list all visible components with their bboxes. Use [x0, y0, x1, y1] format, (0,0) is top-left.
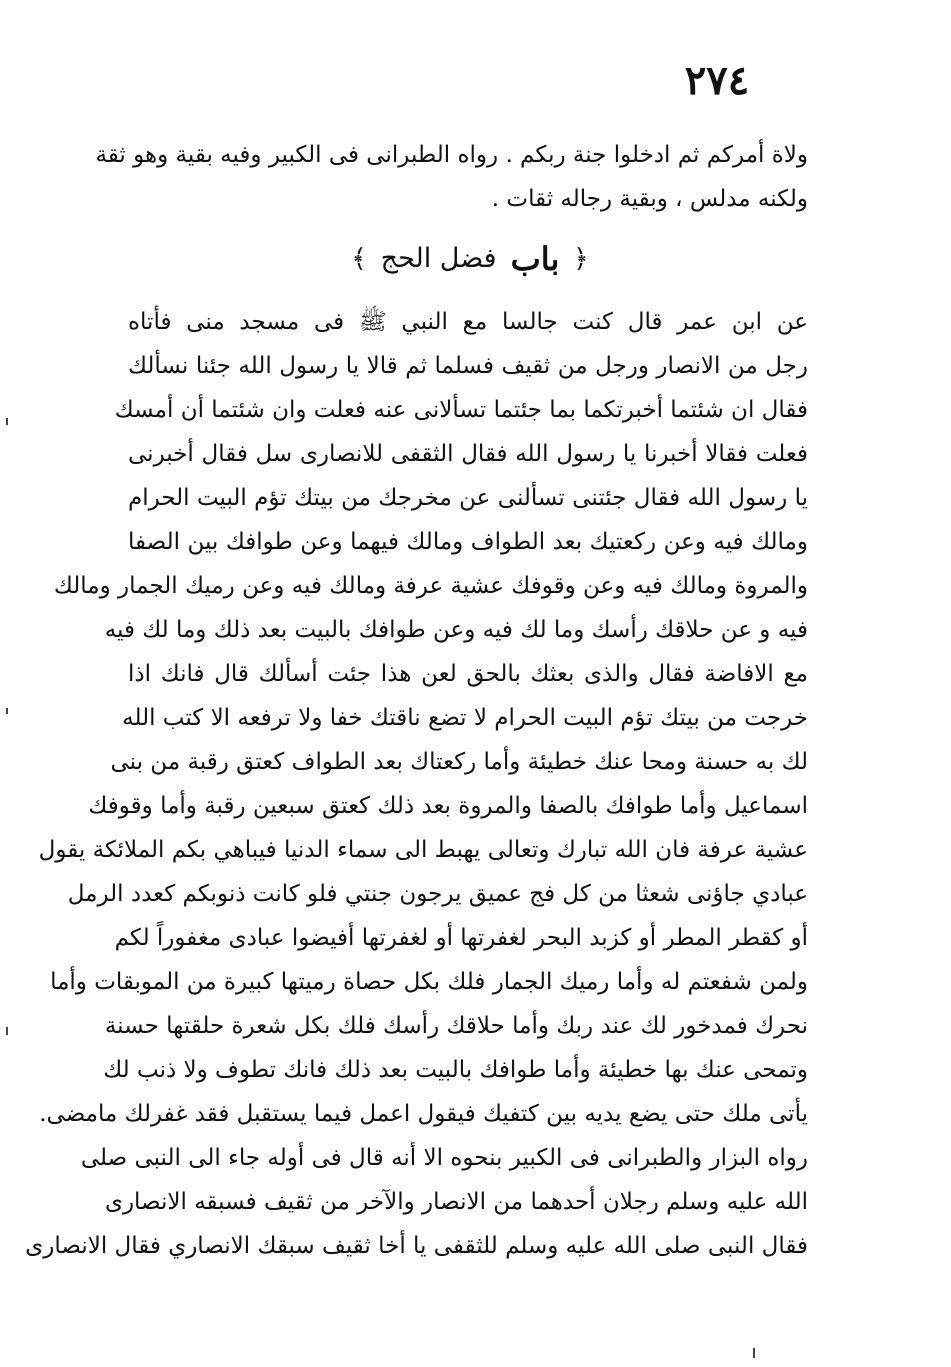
body-line: اسماعيل وأما طوافك بالصفا والمروة بعد ذلك كعتق سبعين رقبة وأما وقوفك [88, 793, 808, 819]
body-line: فقال ان شئتما أخبرتكما بما جئتما تسألانى عنه فعلت وان شئتما أن أمسك [114, 397, 808, 423]
body-line: ومالك فيه وعن ركعتيك بعد الطواف ومالك فيهما وعن طوافك بين الصفا [128, 529, 808, 555]
heading-title: فضل الحج [380, 243, 497, 274]
heading-bab: باب [510, 240, 560, 278]
body-line: وتمحى عنك بها خطيئة وأما طوافك بالبيت بعد ذلك فانك تطوف ولا ذنب لك [103, 1057, 808, 1083]
body-line: لك به حسنة ومحا عنك خطيئة وأما ركعتاك بعد الطواف كعتق رقبة من بنى [110, 749, 808, 775]
body-line: الله عليه وسلم رجلان أحدهما من الانصار والآخر من ثقيف فسبقه الانصارى [104, 1189, 808, 1215]
body-line: يا رسول الله فقال جئتنى تسألنى عن مخرجك من بيتك تؤم البيت الحرام [128, 485, 808, 511]
body-line: خرجت من بيتك تؤم البيت الحرام لا تضع ناقتك خفا ولا ترفعه الا كتب الله [122, 705, 808, 731]
body-line: عشية عرفة فان الله تبارك وتعالى يهبط الى سماء الدنيا فيباهي بكم الملائكة يقول [38, 837, 808, 863]
body-paragraph [25, 300, 808, 1268]
body-line: نحرك فمدخور لك عند ربك وأما حلاقك رأسك فلك بكل شعرة حلقتها حسنة [104, 1013, 808, 1039]
body-line: مع الافاضة فقال والذى بعثك بالحق لعن هذا جئت أسألك قال فانك اذا [128, 661, 808, 687]
body-line: فقال النبى صلى الله عليه وسلم للثقفى يا أخا ثقيف سبقك الانصاري فقال الانصارى [25, 1233, 808, 1259]
scan-artifact-mark [6, 1027, 8, 1035]
body-line: رجل من الانصار ورجل من ثقيف فسلما ثم قالا يا رسول الله جئنا نسألك [128, 353, 808, 379]
intro-line: ولكنه مدلس ، وبقية رجاله ثقات . [491, 186, 808, 212]
heading-close-bracket: ﴾ [351, 244, 367, 274]
body-line: رواه البزار والطبرانى فى الكبير بنحوه الا أنه قال فى أوله جاء الى النبى صلى [80, 1145, 808, 1171]
scan-artifact-mark [753, 1348, 755, 1358]
page-number: ٢٧٤ [684, 57, 750, 104]
scan-artifact-mark [6, 418, 8, 425]
body-line: أو كقطر المطر أو كزبد البحر لغفرتها أو لغفرتها أفيضوا عبادى مغفوراً لكم [114, 925, 808, 951]
heading-open-bracket: ﴿ [573, 244, 589, 274]
body-line: عبادي جاؤنى شعثا من كل فج عميق يرجون جنتي فلو كانت ذنوبكم كعدد الرمل [67, 881, 808, 907]
body-line: فيه و عن حلاقك رأسك وما لك فيه وعن طوافك بالبيت بعد ذلك وما لك فيه [104, 617, 808, 643]
body-line: يأتى ملك حتى يضع يديه بين كتفيك فيقول اعمل فيما يستقبل فقد غفرلك مامضى. [39, 1101, 808, 1127]
intro-line: ولاة أمركم ثم ادخلوا جنة ربكم . رواه الطبرانى فى الكبير وفيه بقية وهو ثقة [95, 142, 808, 168]
body-line: فعلت فقالا أخبرنا يا رسول الله فقال الثقفى للانصارى سل فقال أخبرنى [128, 441, 808, 467]
body-line: ولمن شفعتم له وأما رميك الجمار فلك بكل حصاة رميتها كبيرة من الموبقات وأما [50, 969, 808, 995]
body-line: والمروة ومالك فيه وعن وقوفك عشية عرفة ومالك فيه وعن رميك الجمار ومالك [53, 573, 808, 599]
chapter-heading [300, 232, 640, 286]
intro-paragraph [95, 133, 808, 221]
scan-artifact-mark [6, 708, 8, 714]
body-line: عن ابن عمر قال كنت جالسا مع النبي ﷺ فى مسجد منى فأتاه [128, 309, 808, 335]
